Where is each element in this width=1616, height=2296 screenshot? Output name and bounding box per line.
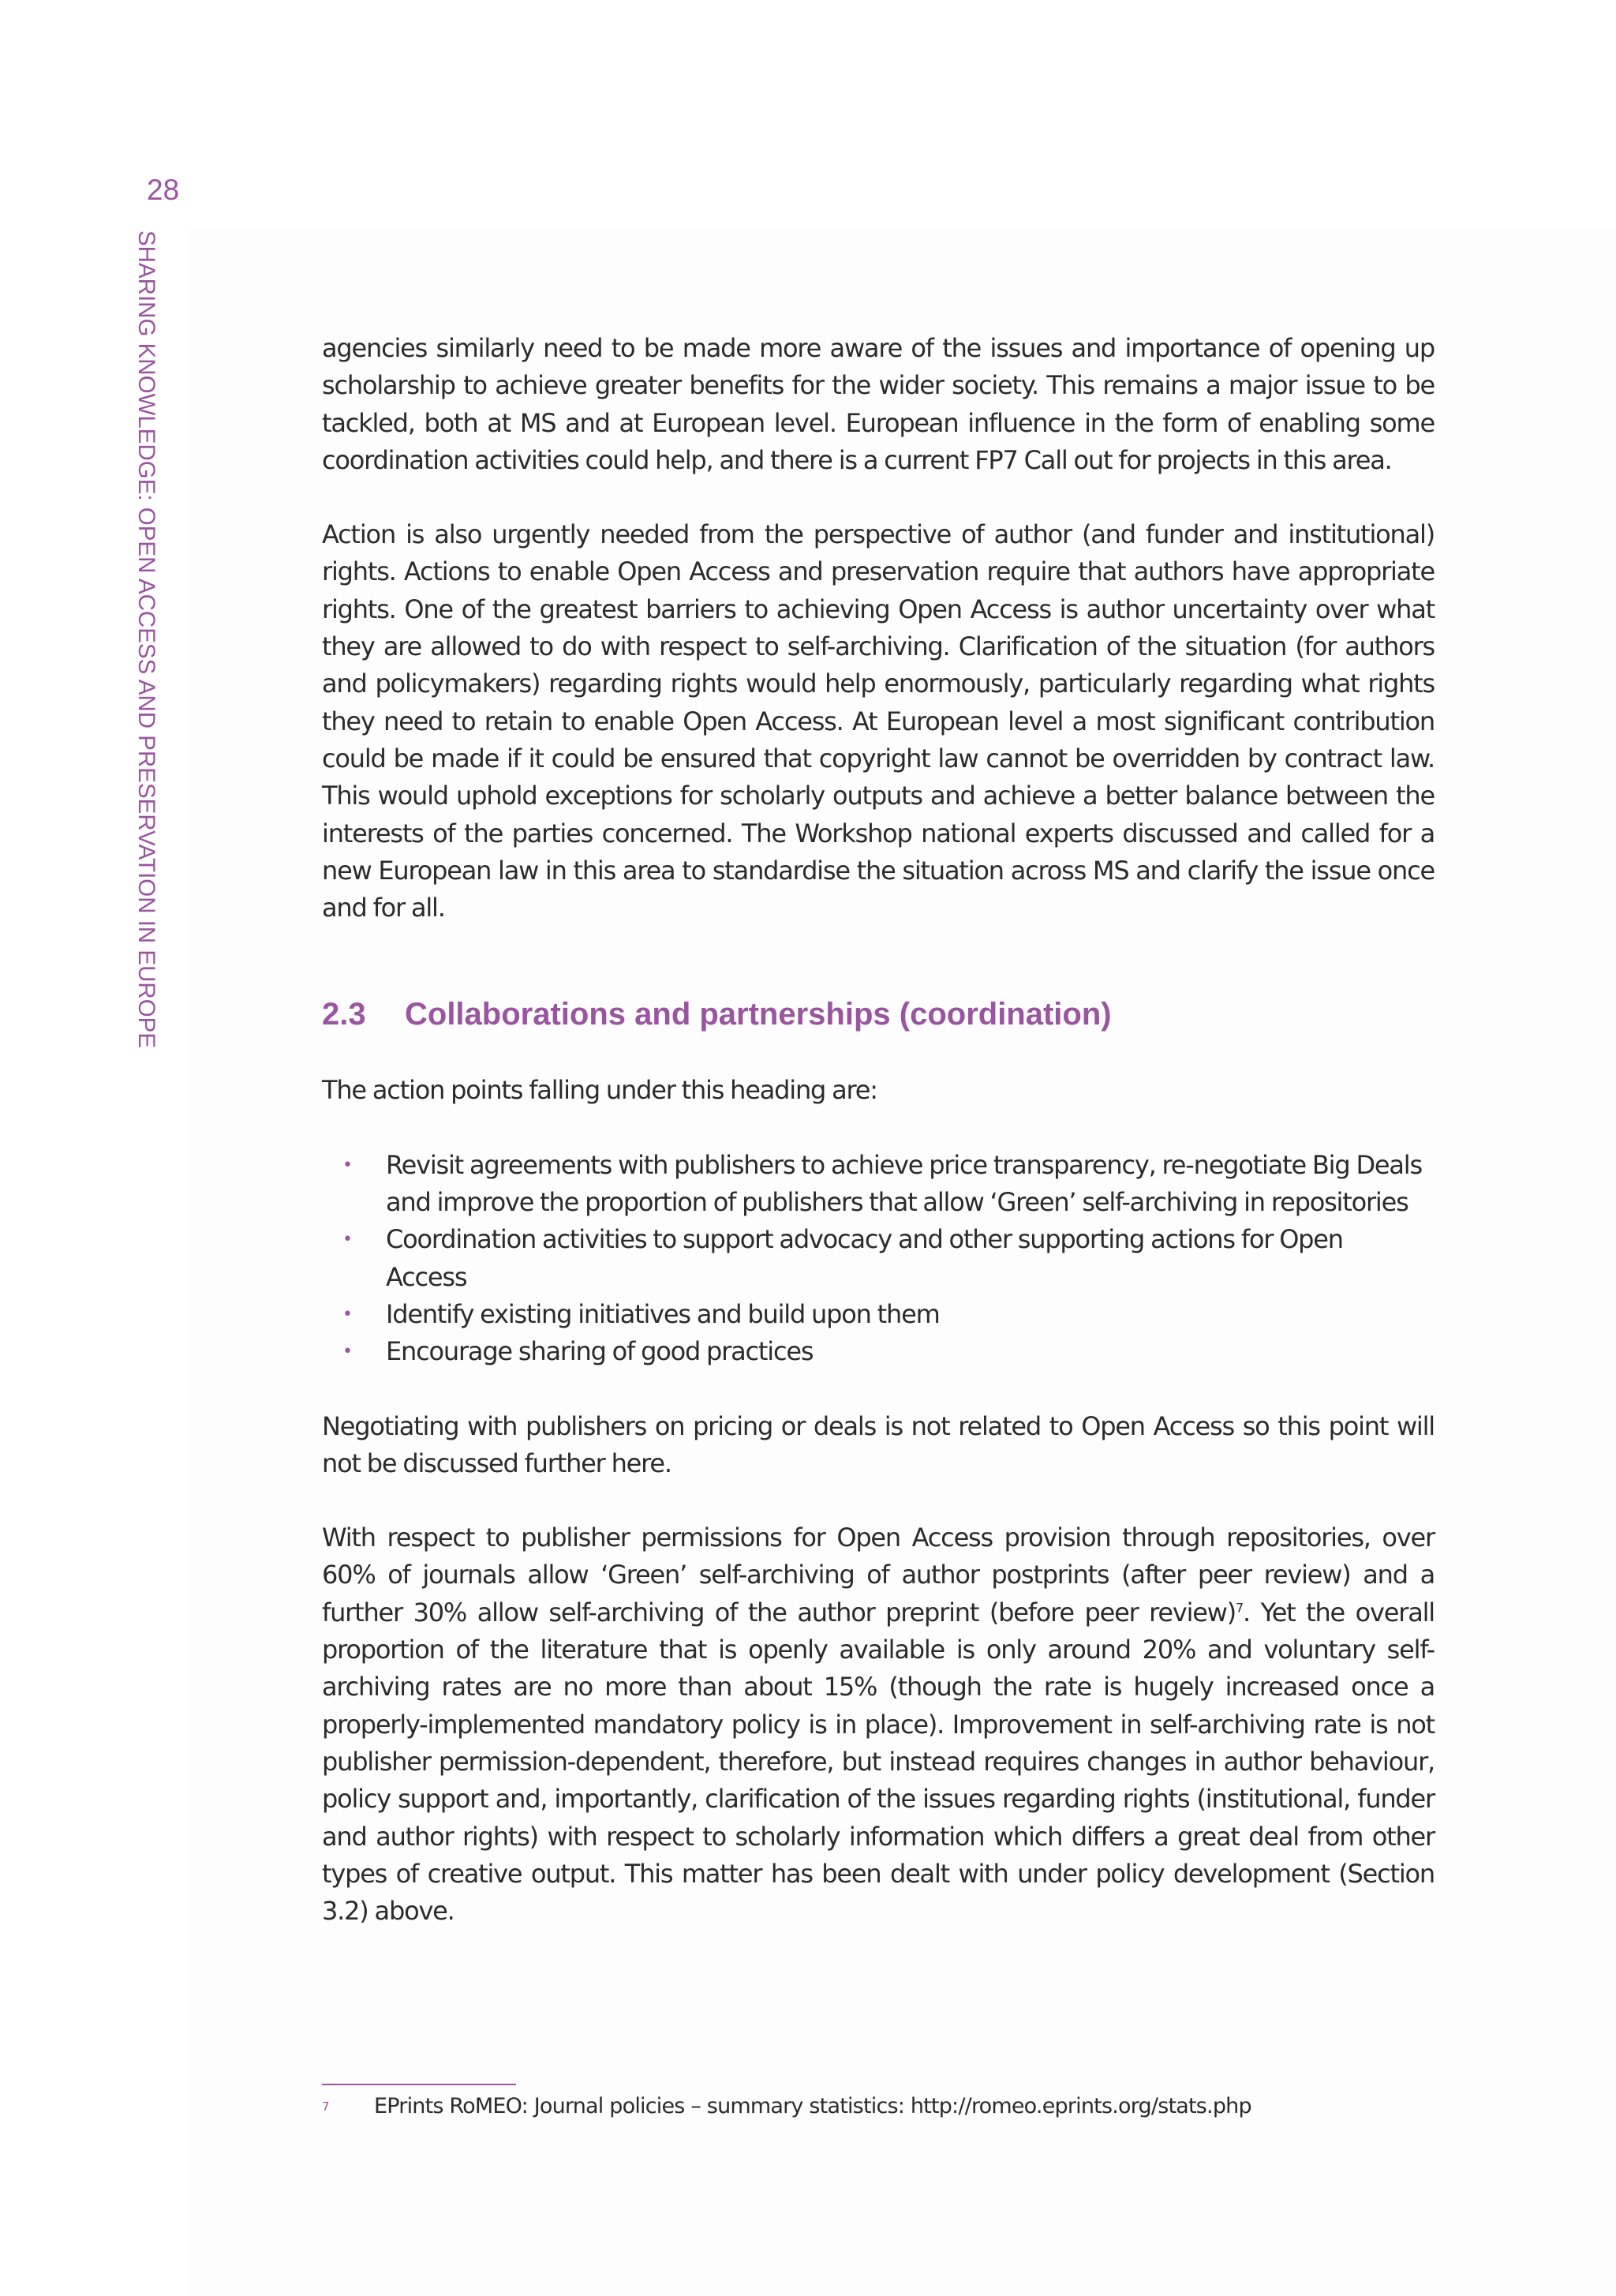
paragraph-author-rights: Action is also urgently needed from the perspective of author (and funder and institutional) rights. Actions to enable Open Access and preservation require that authors have appropriate rights. One of the greatest barriers to achieving Open Access is author uncertainty over what they are allowed to do with respect to self-archiving. Clarification of the situation (for authors and policymakers) regarding rights would help enormously, particularly regarding what rights they need to retain to enable Open Access. At European level a most significant contribution could be made if it could be ensured that copyright law cannot be overridden by contract law. This would uphold exceptions for scholarly outputs and achieve a better balance between the interests of the parties concerned. The Workshop national experts discussed and called for a new European law in this area to standardise the situation across MS and clarify the issue once and for all. xyxy=(322,519,1435,923)
paragraph-negotiating: Negotiating with publishers on pricing or deals is not related to Open Access so this point will not be discussed further here. xyxy=(322,1410,1435,1478)
list-item-text: Identify existing initiatives and build upon them xyxy=(386,1298,940,1329)
footnote xyxy=(322,2092,1435,2122)
bullet-icon: • xyxy=(342,1342,352,1362)
footnote-divider xyxy=(322,2084,516,2085)
list-item-text: Revisit agreements with publishers to achieve price transparency, re-negotiate Big Deals and improve the proportion of publishers that allow ‘Green’ self-archiving in repositories xyxy=(386,1149,1422,1218)
footnote-mark: 7 xyxy=(322,2099,329,2114)
running-title: SHARING KNOWLEDGE: OPEN ACCESS AND PRESERVATION IN EUROPE xyxy=(133,230,159,1049)
list-item xyxy=(322,1147,1428,1222)
bullet-icon: • xyxy=(342,1155,352,1175)
paragraph-publisher-permissions xyxy=(322,1519,1435,1930)
section-number: 2.3 xyxy=(322,997,366,1032)
footnote-reference[interactable]: 7 xyxy=(1236,1600,1244,1616)
section-heading xyxy=(322,994,1435,1034)
footnote-text: EPrints RoMEO: Journal policies – summary statistics: http://romeo.eprints.org/stats.php xyxy=(374,2094,1251,2118)
list-item-text: Encourage sharing of good practices xyxy=(386,1336,814,1367)
bullet-icon: • xyxy=(342,1304,352,1324)
action-points-list xyxy=(322,1147,1435,1371)
list-item xyxy=(322,1296,1428,1333)
main-content xyxy=(322,330,1435,1930)
list-item-text: Coordination activities to support advocacy and other supporting actions for Open Access xyxy=(386,1224,1343,1292)
paragraph-intro: The action points falling under this heading are: xyxy=(322,1075,877,1106)
section-title: Collaborations and partnerships (coordination) xyxy=(405,997,1112,1032)
paragraph-text-start: With respect to publisher permissions for Open Access provision through repositories, over 60% of journals allow ‘Green’ self-archiving of author postprints (after peer review) and a further 30% allow self-archiving of the author preprint (before peer review) xyxy=(322,1523,1435,1627)
list-item xyxy=(322,1221,1428,1296)
paragraph-text-end: . Yet the overall proportion of the literature that is openly available is only around 20% and voluntary self-archiving rates are no more than about 15% (though the rate is hugely increased once a properly-implemented mandatory policy is in place). Improvement in self-archiving rate is not publisher permission-dependent, therefore, but instead requires changes in author behaviour, policy support and, importantly, clarification of the issues regarding rights (institutional, funder and author rights) with respect to scholarly information which differs a great deal from other types of creative output. This matter has been dealt with under policy development (Section 3.2) above. xyxy=(322,1597,1435,1927)
paragraph-agencies: agencies similarly need to be made more aware of the issues and importance of opening up scholarship to achieve greater benefits for the wider society. This remains a major issue to be tackled, both at MS and at European level. European influence in the form of enabling some coordination activities could help, and there is a current FP7 Call out for projects in this area. xyxy=(322,333,1435,475)
bullet-icon: • xyxy=(342,1230,352,1250)
page-number: 28 xyxy=(147,174,180,206)
list-item xyxy=(322,1333,1428,1370)
